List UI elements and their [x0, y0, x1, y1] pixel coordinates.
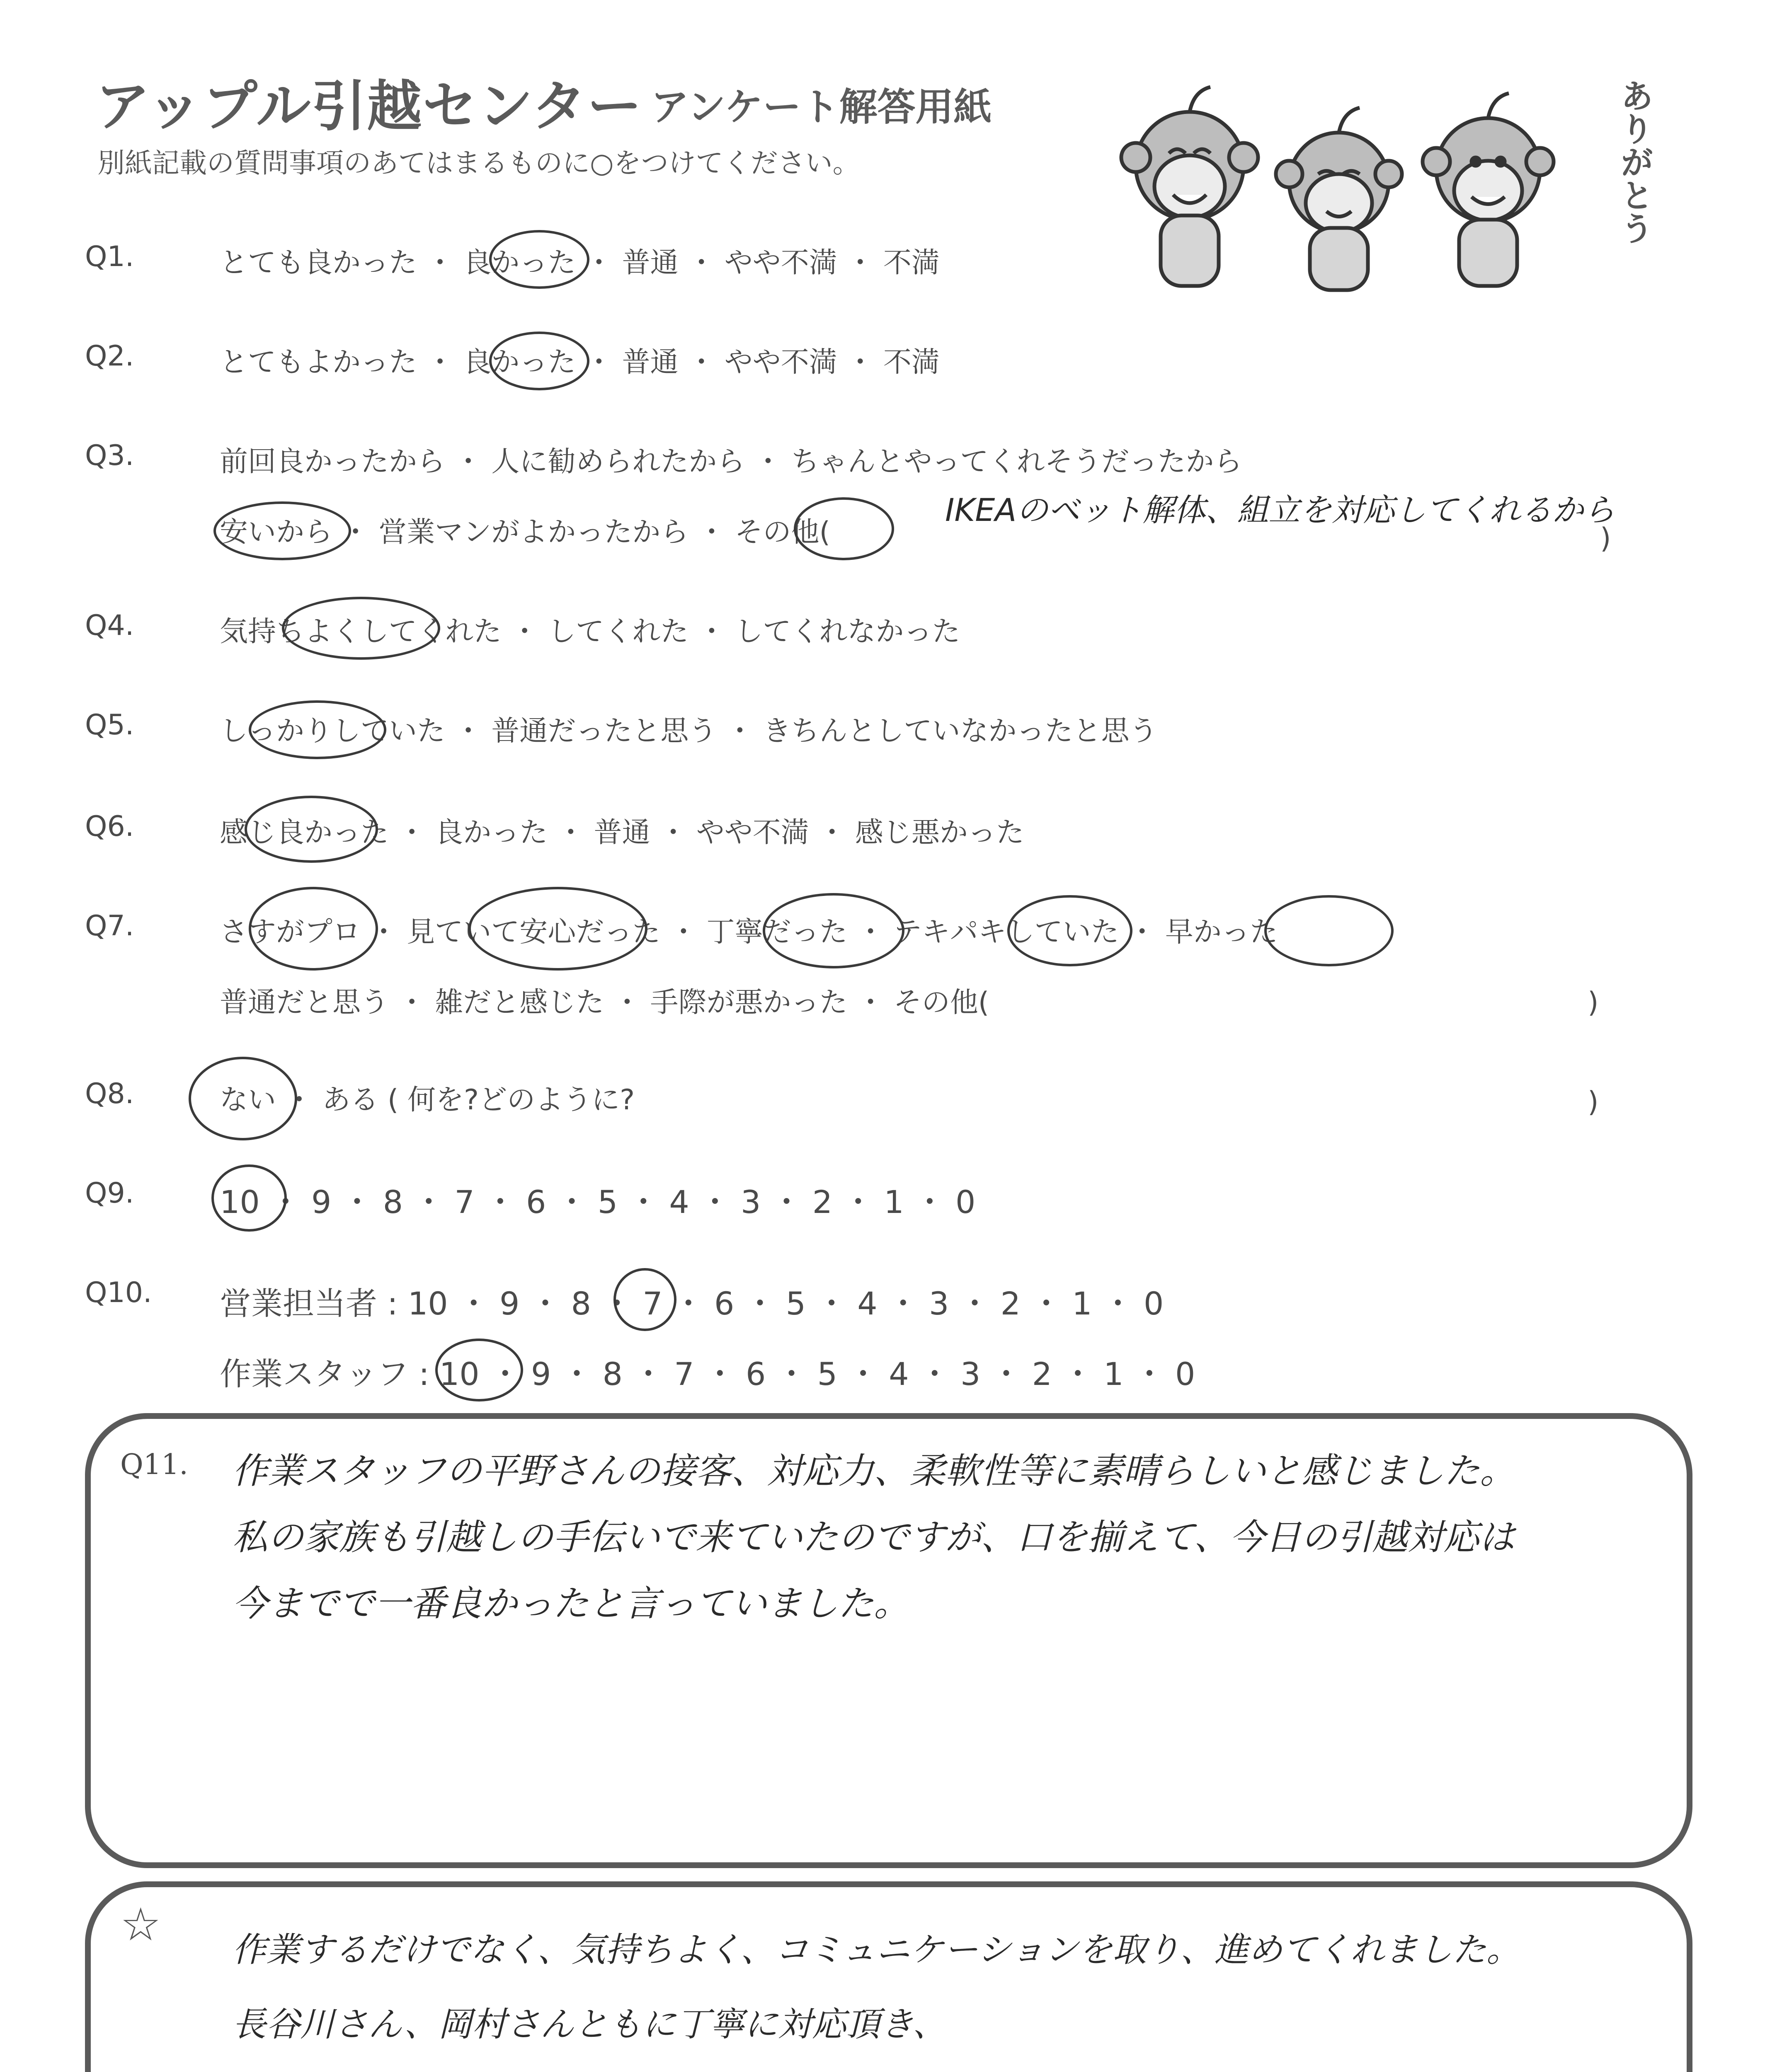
- q9-number: Q9.: [85, 1177, 134, 1210]
- instruction-text: 別紙記載の質問事項のあてはまるものに○をつけてください。: [97, 147, 860, 179]
- q3-close-paren: ): [1600, 522, 1611, 555]
- answer-circle: [1264, 895, 1394, 966]
- q6-options: 感じ良かった ・ 良かった ・ 普通 ・ やや不満 ・ 感じ悪かった: [220, 816, 1024, 849]
- q1-number: Q1.: [85, 240, 134, 273]
- monkey-mascot-icon: [1111, 75, 1583, 307]
- answer-circle: [1007, 895, 1132, 966]
- q10-staff-scale: 作業スタッフ : 10 ・ 9 ・ 8 ・ 7 ・ 6 ・ 5 ・ 4 ・ 3 ・ 2 ・ 1 ・ 0: [220, 1356, 1195, 1392]
- q7-number: Q7.: [85, 910, 134, 942]
- answer-circle: [245, 796, 378, 863]
- q2-options: とてもよかった ・ 良かった ・ 普通 ・ やや不満 ・ 不満: [220, 346, 940, 379]
- q11-label: Q11.: [120, 1448, 188, 1481]
- q5-options: しっかりしていた ・ 普通だったと思う ・ きちんとしていなかったと思う: [220, 715, 1158, 748]
- form-subtitle: アンケート解答用紙: [651, 85, 992, 129]
- answer-circle: [282, 597, 440, 660]
- monkey-middle-icon: [1276, 108, 1402, 290]
- answer-circle: [213, 501, 351, 560]
- answer-circle: [613, 1268, 676, 1331]
- q5-number: Q5.: [85, 709, 134, 741]
- q4-options: 気持ちよくしてくれた ・ してくれた ・ してくれなかった: [220, 615, 960, 648]
- thanks-text: ありがとう: [1615, 79, 1654, 244]
- q2-number: Q2.: [85, 340, 134, 373]
- answer-circle: [211, 1164, 287, 1232]
- q3-other-answer: IKEAのベット解体、組立を対応してくれるから: [945, 491, 1615, 528]
- answer-circle: [249, 700, 386, 759]
- q7-options-line2: 普通だと思う ・ 雑だと感じた ・ 手際が悪かった ・ その他(: [220, 986, 989, 1019]
- comment-line-3: [232, 2068, 912, 2072]
- monkey-left-icon: [1121, 87, 1258, 286]
- q10-sales-scale: 営業担当者 : 10 ・ 9 ・ 8 ・ 7 ・ 6 ・ 5 ・ 4 ・ 3 ・ 2 ・ 1 ・ 0: [220, 1285, 1164, 1322]
- form-title: アップル引越センター: [95, 75, 643, 138]
- answer-circle: [794, 497, 894, 560]
- q7-options-line1: さすがプロ ・ 見ていて安心だった ・ 丁寧だった ・ テキパキしていた ・ 早かった: [220, 916, 1278, 949]
- q11-line-1: 作業スタッフの平野さんの接客、対応力、柔軟性等に素晴らしいと感じました。: [232, 1450, 1515, 1492]
- answer-circle: [489, 332, 589, 390]
- q11-line-2: 私の家族も引越しの手伝いで来ていたのですが、口を揃えて、今日の引越対応は: [232, 1517, 1515, 1558]
- answer-circle: [468, 887, 647, 971]
- q6-number: Q6.: [85, 810, 134, 843]
- star-icon: ☆: [120, 1898, 161, 1951]
- q4-number: Q4.: [85, 609, 134, 642]
- answer-circle: [189, 1057, 297, 1140]
- q10-number: Q10.: [85, 1276, 152, 1309]
- q8-number: Q8.: [85, 1077, 134, 1110]
- answer-circle: [763, 893, 904, 968]
- comment-line-1: 作業するだけでなく、気持ちよく、コミュニケーションを取り、進めてくれました。: [232, 1930, 1520, 1970]
- monkey-right-icon: [1423, 93, 1554, 286]
- q11-line-3: 今までで一番良かったと言っていました。: [232, 1583, 909, 1624]
- answer-circle: [249, 887, 378, 971]
- answer-circle: [489, 230, 589, 289]
- q3-options-line1: 前回良かったから ・ 人に勧められたから ・ ちゃんとやってくれそうだったから: [220, 445, 1242, 478]
- q7-close-paren: ): [1588, 986, 1599, 1019]
- q8-close-paren: ): [1588, 1086, 1599, 1118]
- q3-options-line2: 安いから ・ 営業マンがよかったから ・ その他(: [220, 516, 830, 549]
- q1-options: とても良かった ・ 良かった ・ 普通 ・ やや不満 ・ 不満: [220, 247, 940, 279]
- q3-number: Q3.: [85, 439, 134, 472]
- q8-options: ない ・ ある ( 何を?どのように?: [220, 1084, 635, 1116]
- answer-circle: [435, 1339, 523, 1402]
- comment-line-2: 長谷川さん、岡村さんともに丁寧に対応頂き、: [232, 2005, 947, 2044]
- q9-scale: 10 ・ 9 ・ 8 ・ 7 ・ 6 ・ 5 ・ 4 ・ 3 ・ 2 ・ 1 ・ 0: [220, 1184, 976, 1220]
